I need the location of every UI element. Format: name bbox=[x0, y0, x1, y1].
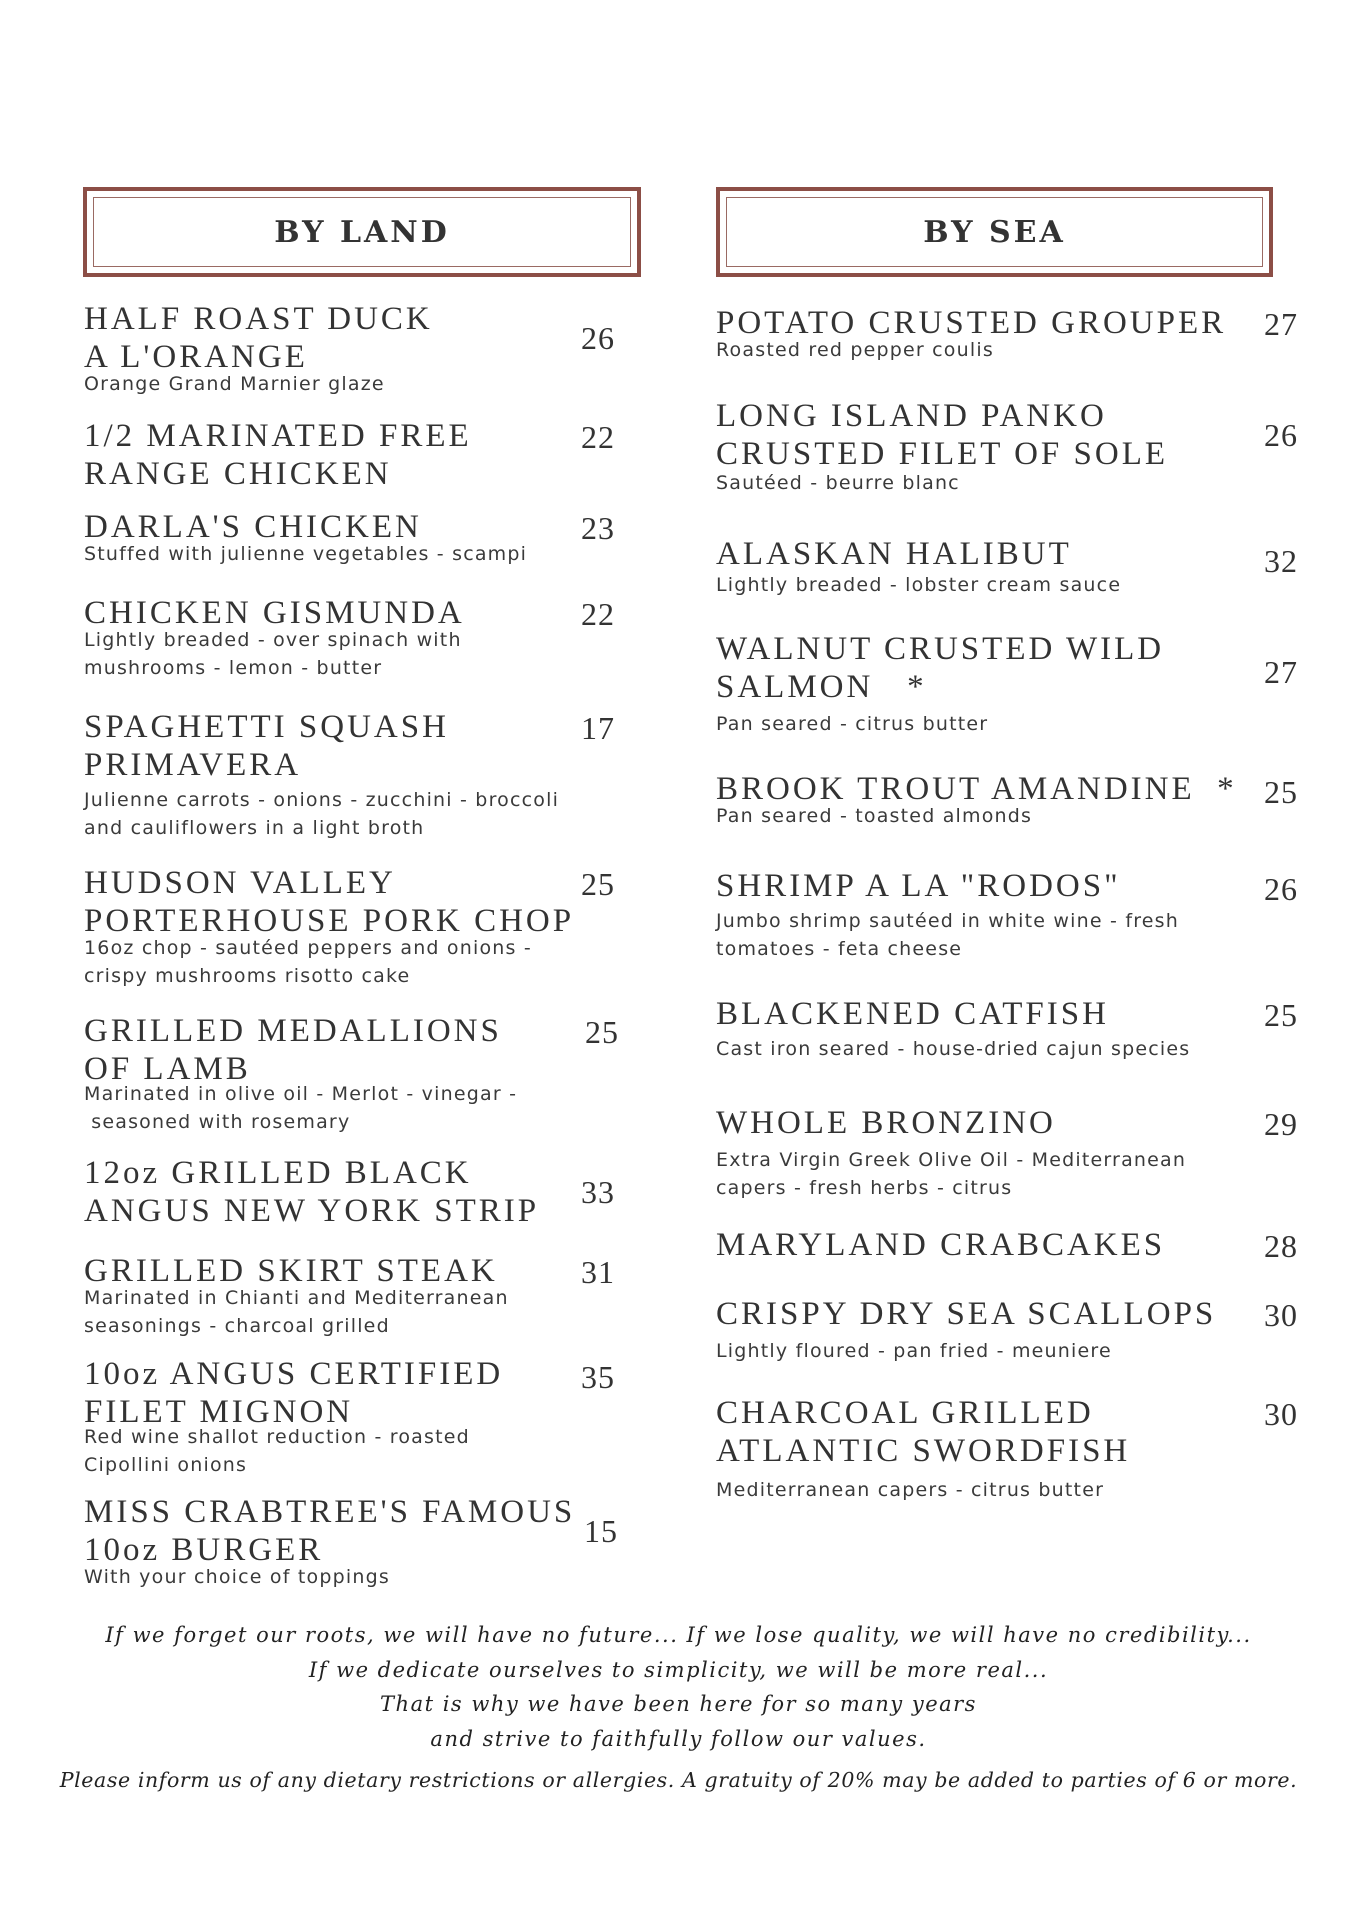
item-description: Marinated in Chianti and Mediterranean bbox=[84, 1287, 509, 1309]
item-description: Mediterranean capers - citrus butter bbox=[716, 1479, 1105, 1501]
item-price: 27 bbox=[1264, 654, 1298, 690]
item-name: HUDSON VALLEY bbox=[84, 865, 396, 901]
item-price: 25 bbox=[1264, 997, 1298, 1033]
sea-item-scallops bbox=[716, 1295, 1316, 1365]
item-name: CHICKEN GISMUNDA bbox=[84, 595, 465, 631]
item-description: Sautéed - beurre blanc bbox=[716, 472, 960, 494]
land-item-spaghetti-squash bbox=[84, 708, 624, 842]
item-name: SHRIMP A LA "RODOS" bbox=[716, 868, 1121, 904]
item-description: and cauliflowers in a light broth bbox=[84, 817, 425, 839]
item-name: PRIMAVERA bbox=[84, 747, 302, 783]
item-name: OF LAMB bbox=[84, 1051, 251, 1087]
item-price: 35 bbox=[581, 1359, 615, 1395]
item-name: RANGE CHICKEN bbox=[84, 456, 392, 492]
item-description: capers - fresh herbs - citrus bbox=[716, 1177, 1013, 1199]
item-price: 26 bbox=[1264, 417, 1298, 453]
item-name: 10oz BURGER bbox=[84, 1532, 324, 1568]
land-item-skirt-steak bbox=[84, 1252, 624, 1340]
item-name: 1/2 MARINATED FREE bbox=[84, 418, 472, 454]
item-description: 16oz chop - sautéed peppers and onions - bbox=[84, 937, 532, 959]
item-name: SALMON * bbox=[716, 669, 927, 705]
sea-item-grouper bbox=[716, 304, 1316, 364]
item-description: Stuffed with julienne vegetables - scampi bbox=[84, 543, 528, 565]
item-description: With your choice of toppings bbox=[84, 1566, 390, 1588]
land-item-lamb bbox=[84, 1012, 624, 1136]
item-price: 30 bbox=[1264, 1297, 1298, 1333]
item-description: Lightly breaded - over spinach with bbox=[84, 629, 462, 651]
sea-item-crabcakes bbox=[716, 1226, 1316, 1264]
item-name: CHARCOAL GRILLED bbox=[716, 1395, 1094, 1431]
sea-item-halibut bbox=[716, 535, 1316, 599]
philosophy-quote bbox=[0, 1618, 1357, 1756]
item-name: 12oz GRILLED BLACK bbox=[84, 1155, 472, 1191]
item-name: POTATO CRUSTED GROUPER bbox=[716, 305, 1227, 341]
item-price: 33 bbox=[581, 1174, 615, 1210]
item-description: Pan seared - citrus butter bbox=[716, 713, 989, 735]
item-description: Red wine shallot reduction - roasted bbox=[84, 1426, 470, 1448]
item-price: 17 bbox=[581, 710, 615, 746]
quote-line: and strive to faithfully follow our values. bbox=[430, 1726, 927, 1751]
item-name: GRILLED MEDALLIONS bbox=[84, 1013, 502, 1049]
item-price: 26 bbox=[1264, 871, 1298, 907]
dietary-notice: Please inform us of any dietary restrictions or allergies. A gratuity of 20% may be added to parties of 6 or more. bbox=[59, 1768, 1298, 1792]
item-description: Julienne carrots - onions - zucchini - broccoli bbox=[84, 789, 560, 811]
item-description: seasoned with rosemary bbox=[84, 1111, 351, 1133]
item-price: 32 bbox=[1264, 543, 1298, 579]
sea-item-filet-of-sole bbox=[716, 397, 1316, 497]
by-land-header-frame bbox=[93, 197, 631, 267]
item-price: 22 bbox=[581, 419, 615, 455]
item-price: 22 bbox=[581, 596, 615, 632]
land-item-chicken-gismunda bbox=[84, 594, 624, 682]
item-price: 23 bbox=[581, 510, 615, 546]
item-price: 28 bbox=[1264, 1228, 1298, 1264]
item-description: Roasted red pepper coulis bbox=[716, 339, 994, 361]
sea-item-shrimp bbox=[716, 867, 1316, 963]
item-name: WALNUT CRUSTED WILD bbox=[716, 631, 1165, 667]
quote-line: If we forget our roots, we will have no future... If we lose quality, we will have no credibility... bbox=[105, 1623, 1252, 1647]
by-sea-header-frame bbox=[726, 197, 1263, 267]
land-item-filet-mignon bbox=[84, 1355, 624, 1479]
item-name: ATLANTIC SWORDFISH bbox=[716, 1433, 1131, 1469]
item-name: WHOLE BRONZINO bbox=[716, 1105, 1056, 1141]
item-name: ALASKAN HALIBUT bbox=[716, 536, 1072, 572]
item-description: mushrooms - lemon - butter bbox=[84, 657, 383, 679]
item-name: CRISPY DRY SEA SCALLOPS bbox=[716, 1296, 1217, 1332]
land-item-burger bbox=[84, 1493, 624, 1591]
land-item-pork-chop bbox=[84, 864, 624, 990]
item-name: SPAGHETTI SQUASH bbox=[84, 709, 449, 745]
sea-item-brook-trout bbox=[716, 770, 1316, 830]
quote-line: If we dedicate ourselves to simplicity, we will be more real... bbox=[308, 1657, 1049, 1682]
item-description: Lightly floured - pan fried - meuniere bbox=[716, 1340, 1112, 1362]
item-name: MISS CRABTREE'S FAMOUS bbox=[84, 1494, 576, 1530]
item-price: 26 bbox=[581, 320, 615, 356]
item-name: MARYLAND CRABCAKES bbox=[716, 1227, 1166, 1263]
item-name: FILET MIGNON bbox=[84, 1394, 354, 1430]
item-name: BROOK TROUT AMANDINE * bbox=[716, 771, 1237, 807]
item-description: crispy mushrooms risotto cake bbox=[84, 965, 411, 987]
land-item-marinated-chicken bbox=[84, 417, 624, 493]
by-sea-title: BY SEA bbox=[923, 214, 1066, 250]
item-description: Lightly breaded - lobster cream sauce bbox=[716, 574, 1122, 596]
item-name: ANGUS NEW YORK STRIP bbox=[84, 1193, 540, 1229]
sea-item-swordfish bbox=[716, 1394, 1316, 1504]
item-price: 15 bbox=[584, 1513, 618, 1549]
item-name: A L'ORANGE bbox=[84, 339, 308, 375]
quote-line: That is why we have been here for so many years bbox=[380, 1692, 977, 1716]
item-price: 25 bbox=[581, 866, 615, 902]
item-description: Cast iron seared - house-dried cajun species bbox=[716, 1038, 1191, 1060]
item-name: CRUSTED FILET OF SOLE bbox=[716, 436, 1169, 472]
item-name: PORTERHOUSE PORK CHOP bbox=[84, 903, 575, 939]
sea-item-catfish bbox=[716, 995, 1316, 1063]
by-land-header bbox=[83, 187, 641, 277]
sea-item-bronzino bbox=[716, 1104, 1316, 1202]
sea-item-salmon bbox=[716, 630, 1316, 738]
land-item-duck bbox=[84, 300, 624, 398]
item-description: Extra Virgin Greek Olive Oil - Mediterranean bbox=[716, 1149, 1187, 1171]
item-name: 10oz ANGUS CERTIFIED bbox=[84, 1356, 504, 1392]
item-description: tomatoes - feta cheese bbox=[716, 938, 963, 960]
item-price: 30 bbox=[1264, 1396, 1298, 1432]
item-name: LONG ISLAND PANKO bbox=[716, 398, 1107, 434]
item-description: Orange Grand Marnier glaze bbox=[84, 373, 385, 395]
by-land-title: BY LAND bbox=[274, 214, 450, 250]
item-description: Jumbo shrimp sautéed in white wine - fresh bbox=[716, 910, 1180, 932]
item-price: 25 bbox=[585, 1014, 619, 1050]
land-item-darlas-chicken bbox=[84, 508, 624, 568]
item-name: DARLA'S CHICKEN bbox=[84, 509, 422, 545]
item-name: GRILLED SKIRT STEAK bbox=[84, 1253, 498, 1289]
land-item-ny-strip bbox=[84, 1154, 624, 1230]
by-sea-header bbox=[716, 187, 1273, 277]
item-price: 29 bbox=[1264, 1106, 1298, 1142]
item-description: Marinated in olive oil - Merlot - vinegar - bbox=[84, 1083, 518, 1105]
item-name: BLACKENED CATFISH bbox=[716, 996, 1109, 1032]
item-description: Pan seared - toasted almonds bbox=[716, 805, 1033, 827]
item-price: 31 bbox=[581, 1254, 615, 1290]
item-price: 25 bbox=[1264, 774, 1298, 810]
item-price: 27 bbox=[1264, 306, 1298, 342]
item-description: Cipollini onions bbox=[84, 1454, 248, 1476]
item-name: HALF ROAST DUCK bbox=[84, 301, 433, 337]
item-description: seasonings - charcoal grilled bbox=[84, 1315, 390, 1337]
